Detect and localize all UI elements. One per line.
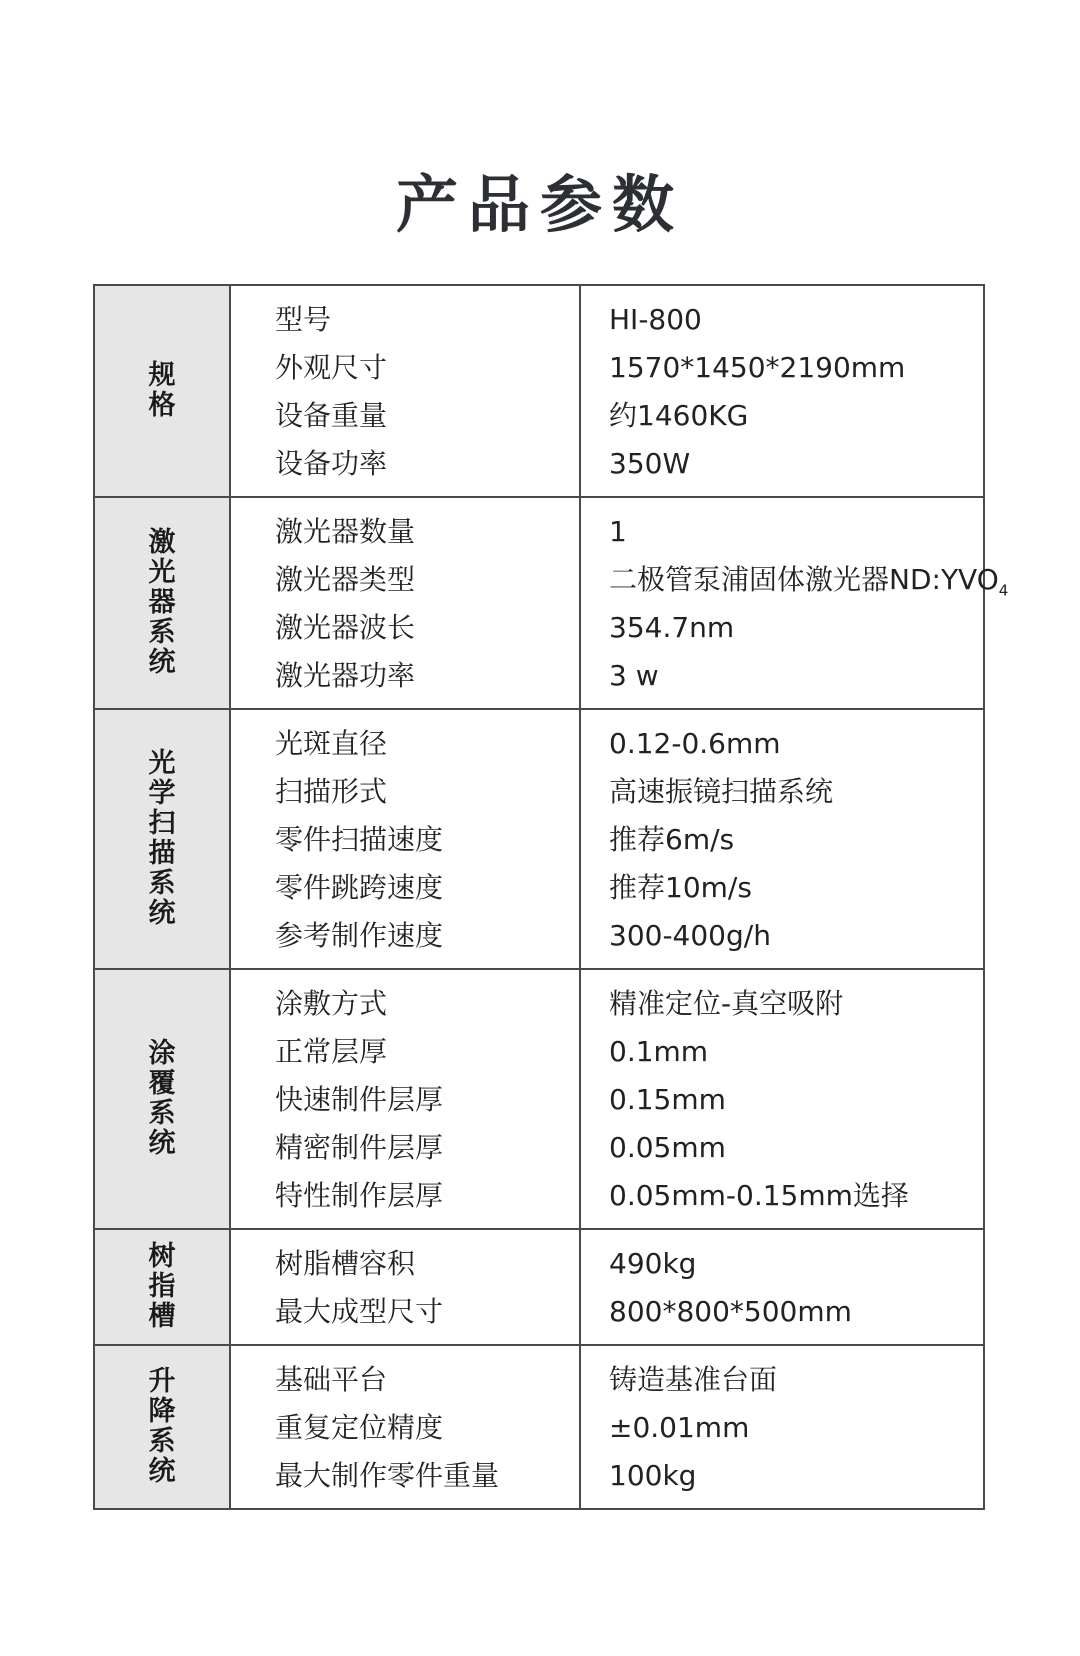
spec-group-row (94, 285, 984, 497)
param-value-subscript: 4 (998, 581, 1009, 600)
param-value (609, 1028, 983, 1076)
label-cell (230, 969, 580, 1229)
param-label: 扫描形式 (275, 775, 388, 808)
param-value (609, 1240, 983, 1288)
param-label: 型号 (275, 303, 332, 336)
value-cell (580, 969, 984, 1229)
param-label: 零件跳跨速度 (275, 871, 444, 904)
param-label: 基础平台 (275, 1363, 388, 1396)
param-value-text: 二极管泵浦固体激光器ND:YVO (609, 563, 999, 596)
param-value (609, 556, 1009, 604)
param-value (609, 508, 983, 556)
param-label: 重复定位精度 (275, 1411, 444, 1444)
param-label: 最大成型尺寸 (275, 1295, 444, 1328)
param-label: 快速制件层厚 (275, 1083, 444, 1116)
param-label: 参考制作速度 (275, 919, 444, 952)
param-label: 光斑直径 (275, 727, 388, 760)
param-value-text: 约1460KG (609, 399, 749, 432)
label-cell (230, 1229, 580, 1345)
param-value-text: 490kg (609, 1247, 697, 1280)
category-label: 激光器系统 (148, 527, 176, 678)
param-value (609, 768, 983, 816)
spec-group-row (94, 1345, 984, 1509)
param-value-text: 0.12-0.6mm (609, 727, 781, 760)
param-value (609, 296, 983, 344)
category-cell (94, 709, 230, 969)
param-value-text: ±0.01mm (609, 1411, 750, 1444)
param-value-text: 350W (609, 447, 691, 480)
spec-group-row (94, 1229, 984, 1345)
param-value (609, 652, 983, 700)
category-label: 涂覆系统 (148, 1038, 176, 1159)
param-value (609, 1356, 983, 1404)
category-label: 光学扫描系统 (148, 748, 176, 929)
param-label: 激光器波长 (275, 611, 416, 644)
param-value (609, 816, 983, 864)
param-label: 激光器功率 (275, 659, 416, 692)
param-value-text: 0.05mm-0.15mm选择 (609, 1179, 909, 1212)
spec-table (93, 284, 1009, 1510)
label-cell (230, 709, 580, 969)
param-value (609, 604, 983, 652)
param-value (609, 344, 983, 392)
param-value (609, 864, 983, 912)
value-cell (580, 497, 1009, 709)
category-label: 升降系统 (148, 1366, 176, 1487)
param-value-text: HI-800 (609, 303, 702, 336)
value-cell (580, 285, 984, 497)
param-label: 零件扫描速度 (275, 823, 444, 856)
param-label: 精密制件层厚 (275, 1131, 444, 1164)
param-value-text: 高速振镜扫描系统 (609, 775, 834, 808)
param-value (609, 1288, 983, 1336)
page-title: 产品参数 (395, 168, 684, 241)
category-cell (94, 1229, 230, 1345)
spec-group-row (94, 497, 984, 709)
param-value-text: 1570*1450*2190mm (609, 351, 906, 384)
param-value (609, 1124, 983, 1172)
param-value (609, 980, 983, 1028)
param-label: 涂敷方式 (275, 987, 388, 1020)
param-value-text: 推荐10m/s (609, 871, 752, 904)
param-value (609, 392, 983, 440)
param-label: 特性制作层厚 (275, 1179, 444, 1212)
param-value (609, 1404, 983, 1452)
param-label: 树脂槽容积 (275, 1247, 416, 1280)
param-value-text: 300-400g/h (609, 919, 771, 952)
param-value-text: 推荐6m/s (609, 823, 735, 856)
label-cell (230, 497, 580, 709)
param-value-text: 1 (609, 515, 627, 548)
category-cell (94, 1345, 230, 1509)
spec-group-row (94, 709, 984, 969)
param-value-text: 铸造基准台面 (609, 1363, 778, 1396)
category-label: 规格 (148, 360, 176, 421)
param-label: 设备重量 (275, 399, 388, 432)
param-label: 外观尺寸 (275, 351, 388, 384)
param-value-text: 0.1mm (609, 1035, 709, 1068)
spec-table-body (94, 285, 1009, 1509)
param-value-text: 0.05mm (609, 1131, 726, 1164)
param-value-text: 354.7nm (609, 611, 735, 644)
param-value-text: 800*800*500mm (609, 1295, 852, 1328)
param-value-text: 3 w (609, 659, 659, 692)
param-value-text: 100kg (609, 1459, 697, 1492)
param-value (609, 720, 983, 768)
param-value (609, 1076, 983, 1124)
value-cell (580, 709, 984, 969)
param-label: 最大制作零件重量 (275, 1459, 500, 1492)
param-value (609, 440, 983, 488)
param-value (609, 1452, 983, 1500)
category-cell (94, 969, 230, 1229)
param-label: 设备功率 (275, 447, 388, 480)
spec-group-row (94, 969, 984, 1229)
param-value-text: 0.15mm (609, 1083, 726, 1116)
category-cell (94, 285, 230, 497)
category-cell (94, 497, 230, 709)
value-cell (580, 1229, 984, 1345)
label-cell (230, 1345, 580, 1509)
label-cell (230, 285, 580, 497)
value-cell (580, 1345, 984, 1509)
param-value (609, 912, 983, 960)
param-label: 正常层厚 (275, 1035, 388, 1068)
param-value (609, 1172, 983, 1220)
category-label: 树指槽 (148, 1241, 176, 1332)
param-label: 激光器类型 (275, 563, 416, 596)
param-value-text: 精准定位-真空吸附 (609, 987, 844, 1020)
param-label: 激光器数量 (275, 515, 416, 548)
